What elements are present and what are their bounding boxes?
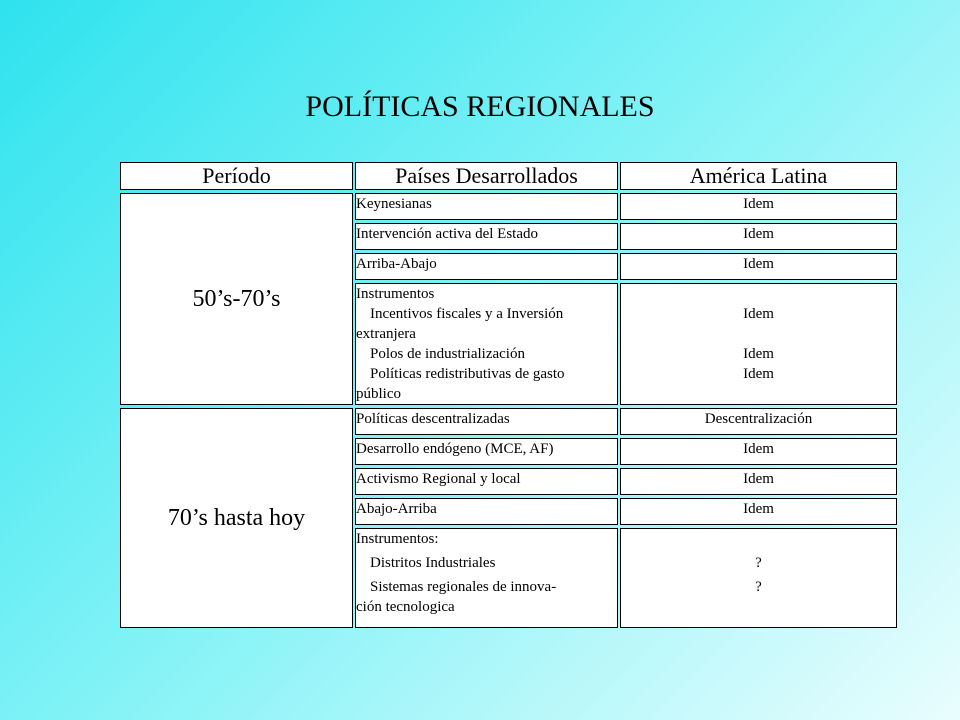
header-period: Período: [121, 163, 353, 190]
instrument-item: Políticas redistributivas de gasto: [370, 366, 565, 382]
instruments-heading: Instrumentos:: [356, 531, 439, 547]
period-70s-today: 70’s hasta hoy: [121, 409, 353, 628]
latam-cell: Idem: [621, 499, 897, 525]
latam-instruments-cell: [621, 284, 897, 405]
latam-cell: Idem: [621, 469, 897, 495]
table-row: [121, 194, 897, 220]
header-latam: América Latina: [621, 163, 897, 190]
latam-instrument-value: Idem: [743, 306, 774, 322]
developed-instruments-cell: [356, 284, 618, 405]
developed-cell: Keynesianas: [356, 194, 618, 220]
instrument-item: Polos de industrialización: [370, 346, 525, 362]
developed-cell: Desarrollo endógeno (MCE, AF): [356, 439, 618, 465]
regional-policies-table: [120, 162, 897, 628]
instrument-item: Incentivos fiscales y a Inversión: [370, 306, 564, 322]
developed-cell: Activismo Regional y local: [356, 469, 618, 495]
instrument-item-cont: extranjera: [356, 326, 416, 342]
header-developed: Países Desarrollados: [356, 163, 618, 190]
instrument-item-cont: público: [356, 386, 401, 402]
latam-instrument-value: ?: [755, 555, 762, 571]
latam-cell: Idem: [621, 224, 897, 250]
instruments-heading: Instrumentos: [356, 286, 435, 302]
slide-title: POLÍTICAS REGIONALES: [305, 90, 655, 123]
latam-cell: Idem: [621, 439, 897, 465]
developed-cell: Políticas descentralizadas: [356, 409, 618, 435]
period-50s-70s: 50’s-70’s: [121, 194, 353, 405]
latam-instrument-value: ?: [755, 579, 762, 595]
latam-cell: Idem: [621, 254, 897, 280]
latam-cell: Descentralización: [621, 409, 897, 435]
developed-cell: Arriba-Abajo: [356, 254, 618, 280]
table-row: [121, 409, 897, 435]
developed-instruments-cell: [356, 529, 618, 628]
instrument-item-cont: ción tecnologica: [356, 599, 455, 615]
latam-instrument-value: Idem: [743, 346, 774, 362]
latam-instruments-cell: [621, 529, 897, 628]
latam-instrument-value: Idem: [743, 366, 774, 382]
developed-cell: Abajo-Arriba: [356, 499, 618, 525]
latam-cell: Idem: [621, 194, 897, 220]
instrument-item: Distritos Industriales: [370, 555, 496, 571]
instrument-item: Sistemas regionales de innova-: [370, 579, 557, 595]
header-row: [121, 163, 897, 190]
developed-cell: Intervención activa del Estado: [356, 224, 618, 250]
